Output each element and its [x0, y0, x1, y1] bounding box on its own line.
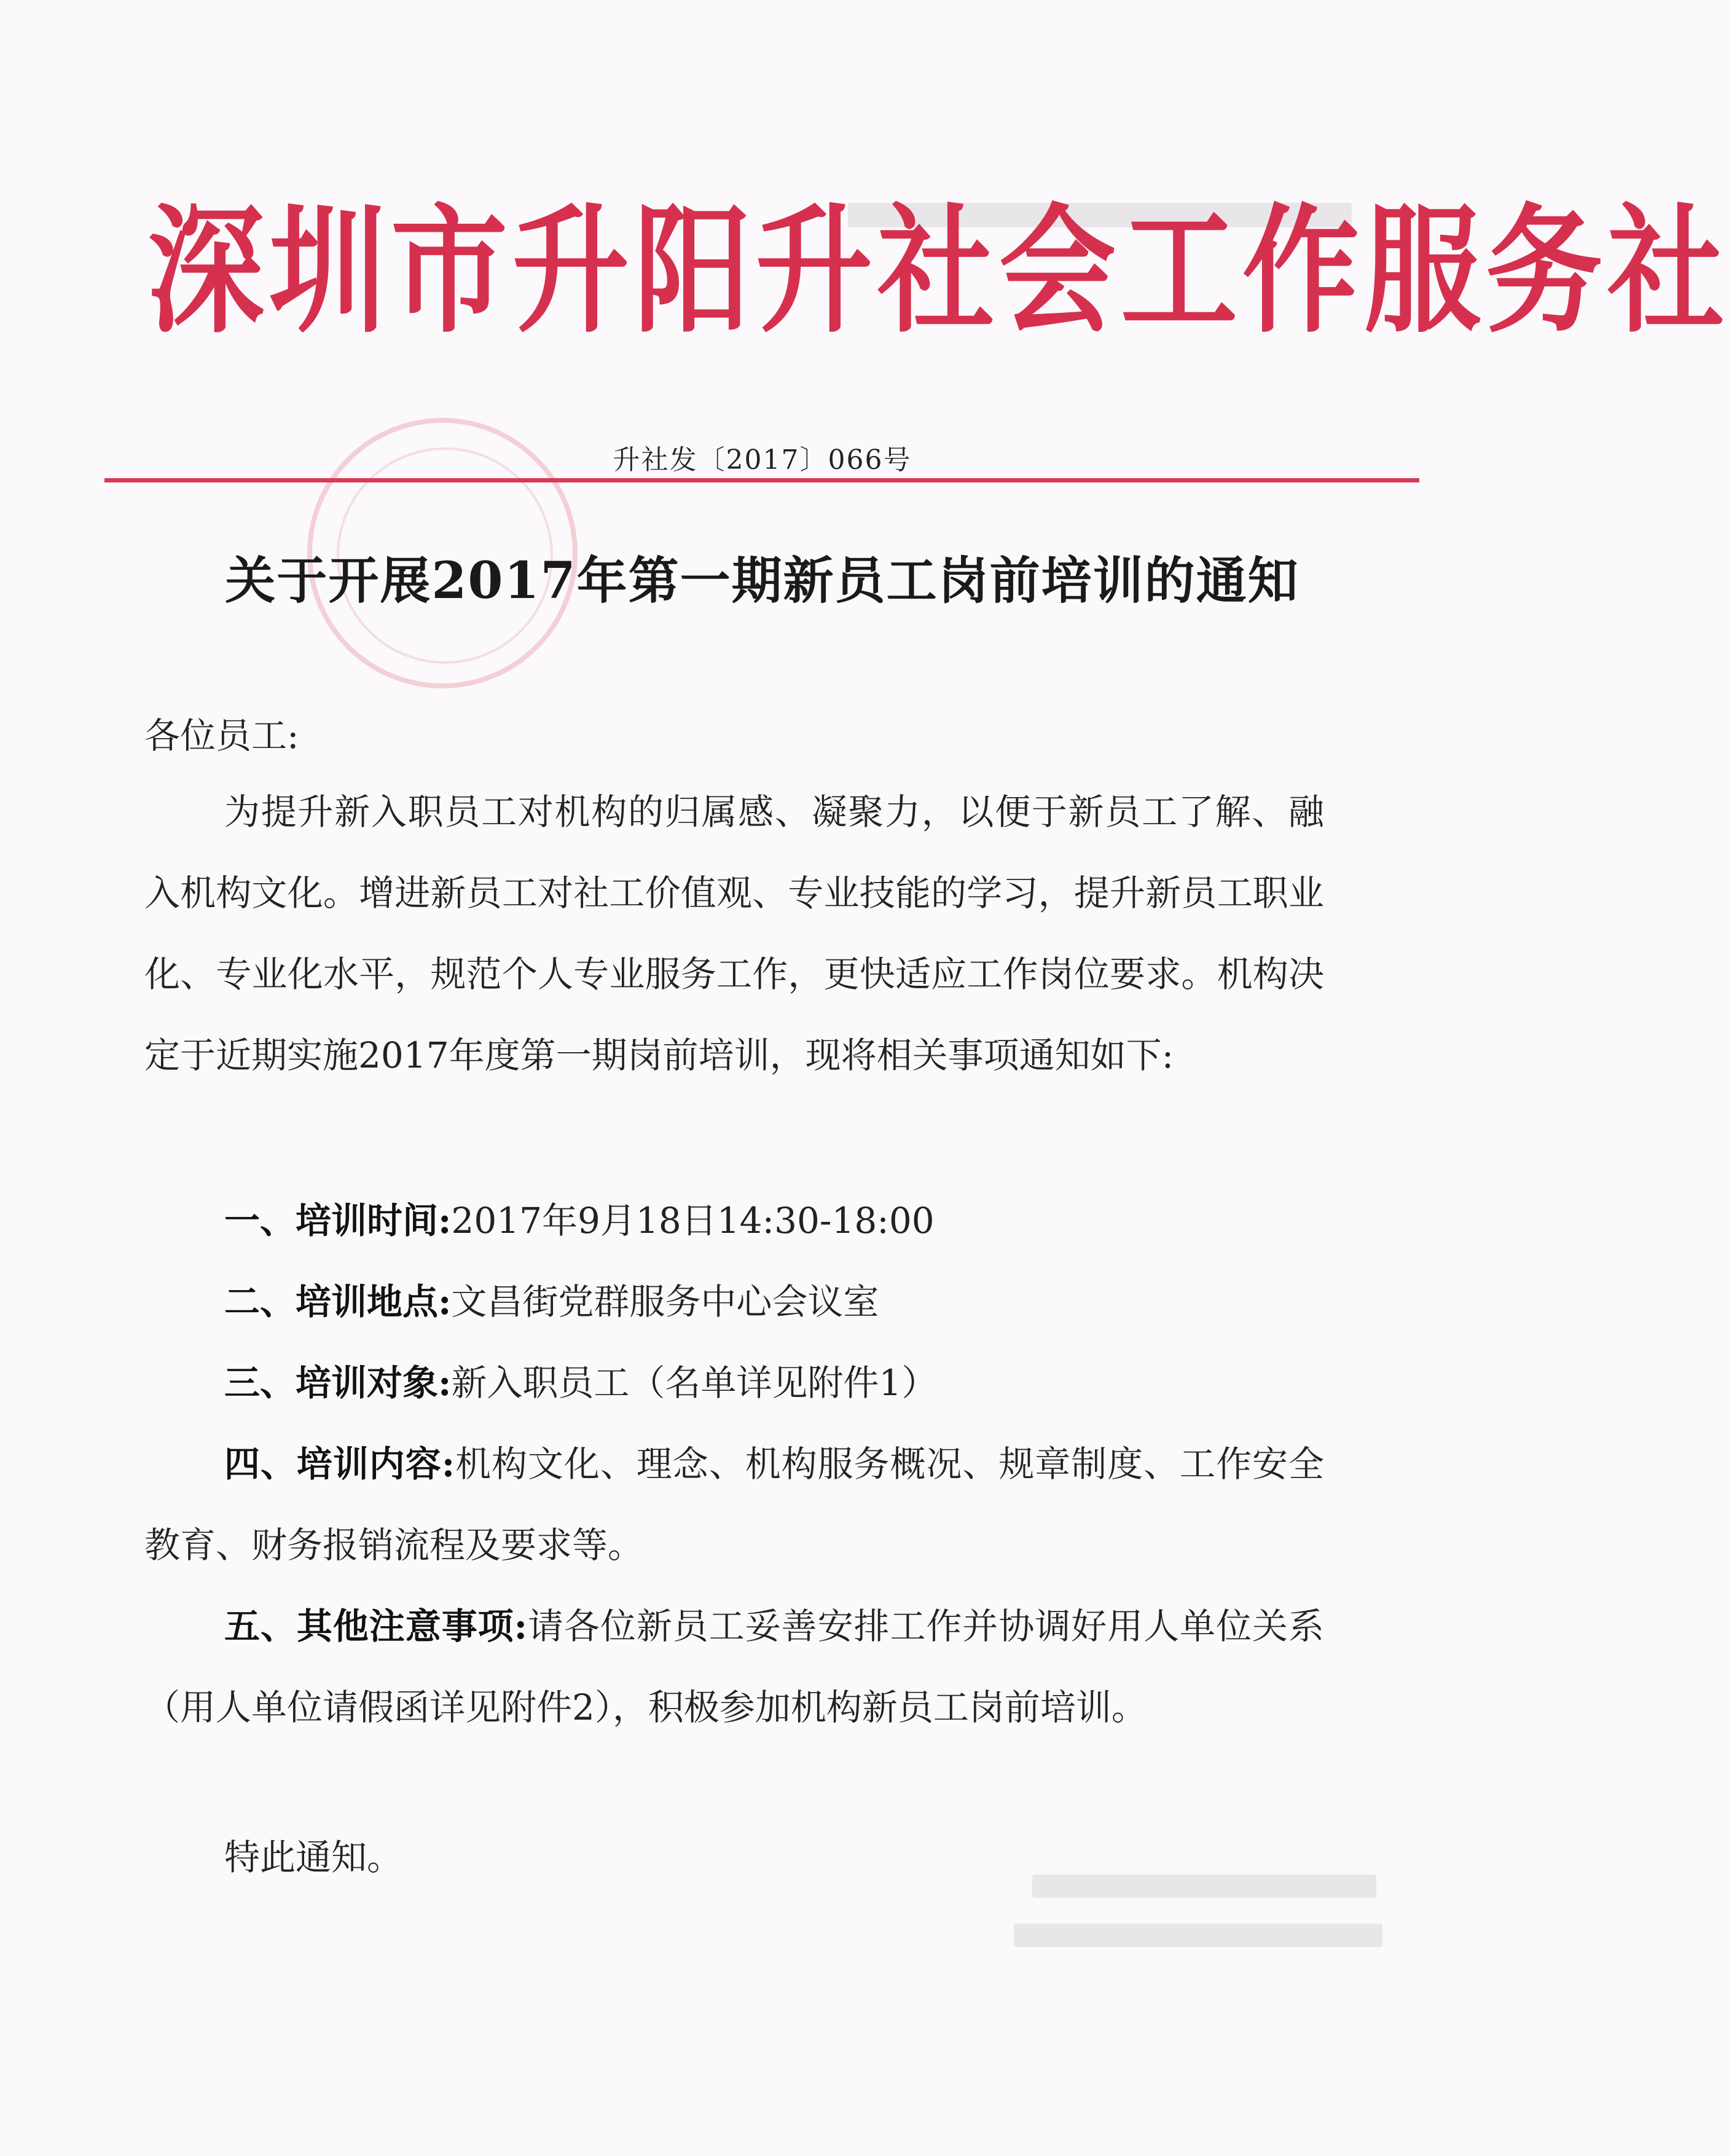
item-label: 三、培训对象: — [224, 1362, 452, 1404]
document-number: 升社发〔2017〕066号 — [613, 444, 912, 476]
item-label: 一、培训时间: — [224, 1200, 452, 1241]
item-text: 新入职员工（名单详见附件1） — [451, 1362, 938, 1404]
item-training-audience — [144, 1342, 1324, 1423]
closing-line: 特此通知。 — [224, 1836, 403, 1878]
intro-paragraph: 为提升新入职员工对机构的归属感、凝聚力，以便于新员工了解、融入机构文化。增进新员工对社工价值观、专业技能的学习，提升新员工职业化、专业化水平，规范个人专业服务工作，更快适应工作岗位要求。机构决定于近期实施2017年度第一期岗前培训，现将相关事项通知如下: — [144, 791, 1324, 1076]
header-divider — [104, 478, 1419, 482]
salutation: 各位员工: — [144, 715, 299, 757]
item-label: 五、其他注意事项: — [224, 1605, 528, 1647]
bleed-through-mark — [1032, 1875, 1376, 1898]
item-text: 文昌街党群服务中心会议室 — [451, 1281, 879, 1323]
item-training-location — [144, 1261, 1324, 1342]
item-training-content — [144, 1423, 1324, 1586]
bleed-through-mark — [1014, 1924, 1382, 1947]
item-text: 2017年9月18日14:30-18:00 — [451, 1200, 935, 1241]
item-label: 四、培训内容: — [224, 1443, 455, 1485]
item-training-time — [144, 1180, 1324, 1261]
notice-title: 关于开展2017年第一期新员工岗前培训的通知 — [225, 551, 1300, 610]
item-label: 二、培训地点: — [224, 1281, 452, 1323]
item-text: 机构文化、理念、机构服务概况、规章制度、工作安全教育、财务报销流程及要求等。 — [144, 1443, 1324, 1566]
org-name-header: 深圳市升阳升社会工作服务社 — [147, 191, 1729, 352]
item-other-notes — [144, 1586, 1324, 1748]
item-text: 请各位新员工妥善安排工作并协调好用人单位关系（用人单位请假函详见附件2），积极参加机构新员工岗前培训。 — [144, 1605, 1324, 1728]
